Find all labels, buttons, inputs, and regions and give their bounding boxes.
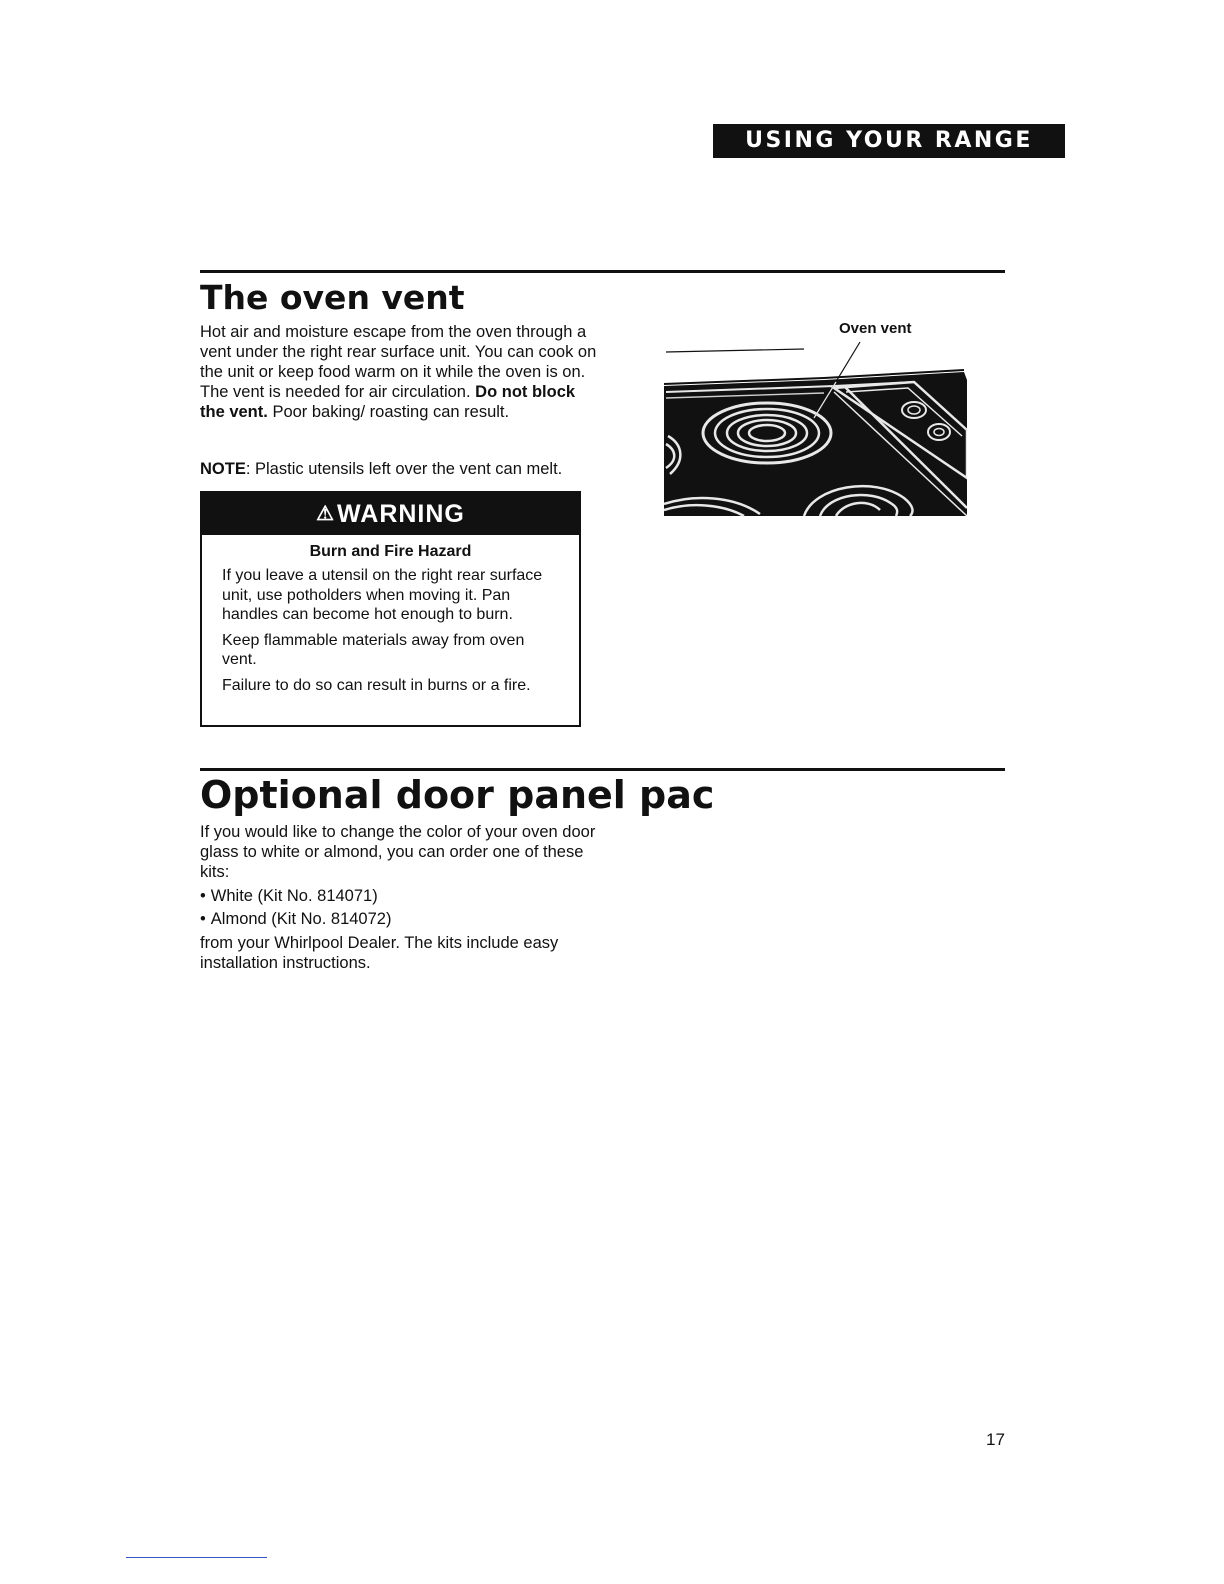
- warning-text: [202, 566, 579, 695]
- section-rule: [200, 768, 1005, 771]
- warning-header: [202, 493, 579, 535]
- vent-para-emphasis: Do not block the vent.: [200, 383, 576, 421]
- note-text: : Plastic utensils left over the vent can melt.: [245, 460, 563, 478]
- kit-list: [200, 886, 600, 929]
- cooktop-drawing: [664, 318, 967, 518]
- footer-rule: [126, 1557, 267, 1558]
- oven-vent-heading: The oven vent: [200, 278, 465, 317]
- warning-title: WARNING: [337, 500, 465, 528]
- vent-para-start: Hot air and moisture escape from the oven through a vent under the right rear surface unit. You can cook on the unit or keep food warm on it while the oven is on. The vent is needed for air circulation.: [200, 323, 597, 401]
- callout-label: Oven vent: [839, 320, 912, 337]
- warning-subtitle: Burn and Fire Hazard: [309, 543, 472, 560]
- section-rule: [200, 270, 1005, 273]
- warning-line: Keep flammable materials away from oven vent.: [222, 631, 525, 668]
- page-number: 17: [986, 1430, 1005, 1449]
- note-paragraph: [200, 459, 600, 479]
- door-panel-outro: from your Whirlpool Dealer. The kits include easy installation instructions.: [200, 934, 559, 972]
- warning-triangle-icon: ⚠: [316, 503, 336, 525]
- door-panel-heading: Optional door panel pac: [200, 773, 715, 817]
- door-panel-intro: If you would like to change the color of your oven door glass to white or almond, you can order one of these kits:: [200, 823, 596, 881]
- vent-para-end: Poor baking/ roasting can result.: [267, 403, 510, 421]
- section-banner: USING YOUR RANGE: [713, 124, 1065, 158]
- warning-box: [200, 491, 581, 727]
- list-item: • White (Kit No. 814071): [200, 886, 600, 906]
- oven-vent-illustration: [664, 318, 967, 518]
- warning-line: If you leave a utensil on the right rear surface unit, use potholders when moving it. Pan handles can become hot enough to burn.: [222, 567, 543, 623]
- note-label: NOTE: [200, 460, 246, 478]
- door-panel-paragraph: [200, 822, 600, 973]
- list-item: • Almond (Kit No. 814072): [200, 909, 600, 929]
- oven-vent-paragraph: [200, 322, 600, 422]
- warning-line: Failure to do so can result in burns or a fire.: [222, 676, 531, 694]
